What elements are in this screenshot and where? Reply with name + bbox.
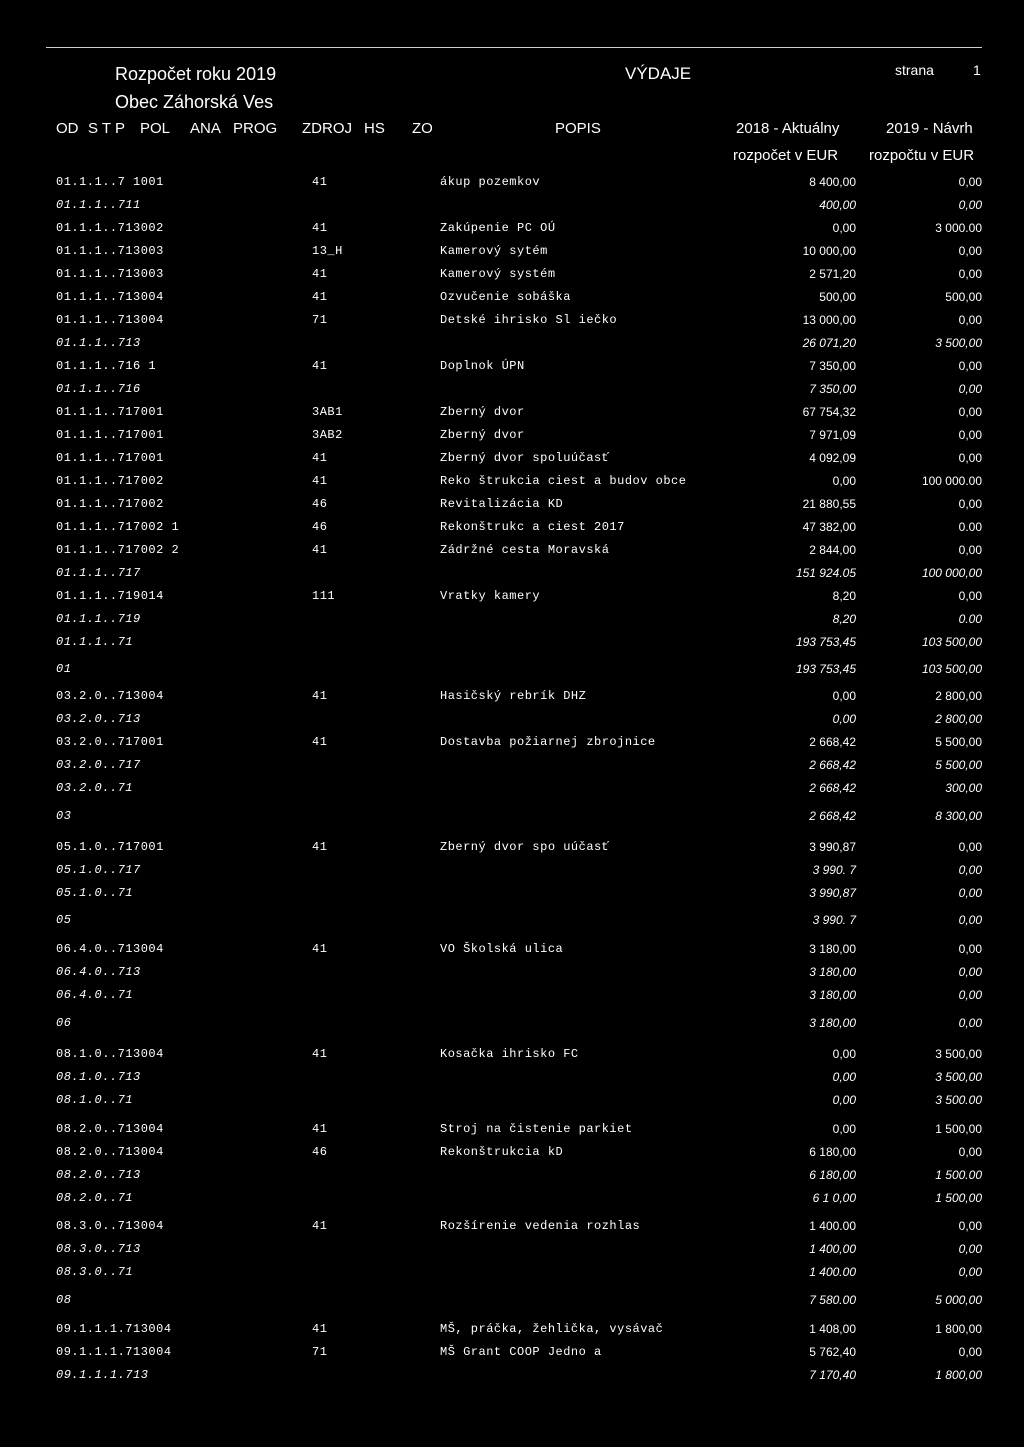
row-code: 01.1.1..719 bbox=[56, 612, 141, 626]
row-amount-2019: 5 500,00 bbox=[935, 735, 982, 749]
row-code: 01.1.1..717001 bbox=[56, 428, 164, 442]
row-amount-2018: 2 668,42 bbox=[809, 809, 856, 823]
row-amount-2019: 0,00 bbox=[958, 863, 982, 877]
row-code: 03.2.0..713 bbox=[56, 712, 141, 726]
row-code: 08.3.0..713004 bbox=[56, 1219, 164, 1233]
row-code: 01.1.1..713004 bbox=[56, 290, 164, 304]
row-amount-2018: 0,00 bbox=[832, 221, 856, 235]
row-description: Reko štrukcia ciest a budov obce bbox=[440, 474, 687, 488]
table-row bbox=[0, 405, 1024, 425]
row-amount-2018: 0,00 bbox=[832, 1047, 856, 1061]
table-row bbox=[0, 175, 1024, 195]
row-amount-2018: 3 990,87 bbox=[809, 886, 856, 900]
table-row bbox=[0, 635, 1024, 655]
row-code: 03.2.0..71 bbox=[56, 781, 134, 795]
table-row bbox=[0, 913, 1024, 933]
table-row bbox=[0, 543, 1024, 563]
top-rule bbox=[46, 47, 982, 48]
row-amount-2018: 0,00 bbox=[832, 689, 856, 703]
row-amount-2019: 0,00 bbox=[958, 451, 982, 465]
row-description: Ozvučenie sobáška bbox=[440, 290, 571, 304]
row-amount-2019: 3 500,00 bbox=[935, 336, 982, 350]
row-amount-2019: 0,00 bbox=[958, 1145, 982, 1159]
row-amount-2019: 1 500.00 bbox=[935, 1168, 982, 1182]
row-amount-2019: 0,00 bbox=[958, 359, 982, 373]
row-amount-2019: 103 500,00 bbox=[921, 635, 982, 649]
row-code: 01.1.1..717002 bbox=[56, 474, 164, 488]
row-amount-2019: 0,00 bbox=[958, 405, 982, 419]
table-row bbox=[0, 1070, 1024, 1090]
row-code: 05 bbox=[56, 913, 72, 927]
row-amount-2019: 103 500,00 bbox=[921, 662, 982, 676]
row-code: 09.1.1.1.713004 bbox=[56, 1345, 172, 1359]
row-code: 06 bbox=[56, 1016, 72, 1030]
row-code: 06.4.0..713004 bbox=[56, 942, 164, 956]
row-source: 3AB2 bbox=[312, 428, 343, 442]
table-row bbox=[0, 313, 1024, 333]
row-code: 01.1.1..713 bbox=[56, 336, 141, 350]
row-description: Kamerový sytém bbox=[440, 244, 548, 258]
table-row bbox=[0, 1122, 1024, 1142]
row-source: 46 bbox=[312, 1145, 328, 1159]
row-source: 111 bbox=[312, 589, 336, 603]
page-title: Rozpočet roku 2019 bbox=[115, 64, 277, 84]
row-amount-2018: 6 1 0,00 bbox=[812, 1191, 856, 1205]
table-row bbox=[0, 566, 1024, 586]
row-source: 41 bbox=[312, 359, 328, 373]
row-amount-2018: 0,00 bbox=[832, 1093, 856, 1107]
row-amount-2018: 7 350,00 bbox=[809, 359, 856, 373]
table-row bbox=[0, 1016, 1024, 1036]
row-amount-2019: 0,00 bbox=[958, 589, 982, 603]
row-amount-2019: 0,00 bbox=[958, 1265, 982, 1279]
row-amount-2018: 400,00 bbox=[819, 198, 856, 212]
col-zdroj: ZDROJ bbox=[302, 120, 352, 137]
row-source: 71 bbox=[312, 313, 328, 327]
row-code: 01.1.1..711 bbox=[56, 198, 141, 212]
row-amount-2018: 0,00 bbox=[832, 1122, 856, 1136]
row-amount-2019: 0,00 bbox=[958, 1016, 982, 1030]
table-row bbox=[0, 198, 1024, 218]
table-row bbox=[0, 1168, 1024, 1188]
table-row bbox=[0, 781, 1024, 801]
row-amount-2018: 0,00 bbox=[832, 474, 856, 488]
table-row bbox=[0, 612, 1024, 632]
col-hs: HS bbox=[364, 120, 385, 137]
row-description: VO Školská ulica bbox=[440, 942, 564, 956]
row-source: 41 bbox=[312, 267, 328, 281]
table-row bbox=[0, 1093, 1024, 1113]
col-2019-subtitle: rozpočtu v EUR bbox=[869, 147, 975, 164]
row-amount-2018: 2 668,42 bbox=[809, 758, 856, 772]
table-row bbox=[0, 662, 1024, 682]
col-prog: PROG bbox=[233, 120, 278, 137]
row-code: 01.1.1..7 1001 bbox=[56, 175, 164, 189]
row-code: 08.1.0..71 bbox=[56, 1093, 134, 1107]
table-row bbox=[0, 809, 1024, 829]
row-amount-2018: 8 400,00 bbox=[809, 175, 856, 189]
row-amount-2019: 2 800,00 bbox=[935, 689, 982, 703]
col-2018-subtitle: rozpočet v EUR bbox=[733, 147, 839, 164]
table-row bbox=[0, 840, 1024, 860]
row-source: 41 bbox=[312, 1122, 328, 1136]
table-row bbox=[0, 1242, 1024, 1262]
row-description: MŠ Grant COOP Jedno a bbox=[440, 1345, 602, 1359]
row-code: 03.2.0..713004 bbox=[56, 689, 164, 703]
row-amount-2019: 1 800,00 bbox=[935, 1322, 982, 1336]
row-source: 41 bbox=[312, 1322, 328, 1336]
row-amount-2018: 3 180,00 bbox=[809, 1016, 856, 1030]
table-row bbox=[0, 221, 1024, 241]
row-amount-2019: 2 800,00 bbox=[935, 712, 982, 726]
row-code: 08.2.0..71 bbox=[56, 1191, 134, 1205]
table-row bbox=[0, 520, 1024, 540]
table-row bbox=[0, 1191, 1024, 1211]
row-amount-2018: 193 753,45 bbox=[795, 635, 856, 649]
row-amount-2018: 8,20 bbox=[832, 589, 856, 603]
row-amount-2019: 0,00 bbox=[958, 497, 982, 511]
row-amount-2019: 0,00 bbox=[958, 267, 982, 281]
row-code: 01.1.1..717002 bbox=[56, 497, 164, 511]
row-source: 71 bbox=[312, 1345, 328, 1359]
row-description: Zberný dvor spoluúčasť bbox=[440, 451, 610, 465]
page-number: 1 bbox=[973, 62, 981, 78]
table-row bbox=[0, 735, 1024, 755]
row-description: Zberný dvor spo uúčasť bbox=[440, 840, 610, 854]
row-amount-2019: 0,00 bbox=[958, 543, 982, 557]
row-amount-2019: 5 000,00 bbox=[935, 1293, 982, 1307]
row-amount-2018: 1 400,00 bbox=[809, 1242, 856, 1256]
row-amount-2019: 0,00 bbox=[958, 840, 982, 854]
row-code: 08.2.0..713004 bbox=[56, 1122, 164, 1136]
table-row bbox=[0, 451, 1024, 471]
row-code: 01.1.1..713003 bbox=[56, 267, 164, 281]
table-row bbox=[0, 1293, 1024, 1313]
row-amount-2019: 8 300,00 bbox=[935, 809, 982, 823]
row-amount-2018: 3 990,87 bbox=[809, 840, 856, 854]
row-description: Rozšírenie vedenia rozhlas bbox=[440, 1219, 641, 1233]
row-description: Detské ihrisko Sl iečko bbox=[440, 313, 618, 327]
row-source: 41 bbox=[312, 175, 328, 189]
row-code: 01.1.1..71 bbox=[56, 635, 134, 649]
table-row bbox=[0, 428, 1024, 448]
row-amount-2019: 0,00 bbox=[958, 965, 982, 979]
row-description: Kosačka ihrisko FC bbox=[440, 1047, 579, 1061]
row-amount-2018: 193 753,45 bbox=[795, 662, 856, 676]
table-row bbox=[0, 290, 1024, 310]
row-amount-2018: 8,20 bbox=[832, 612, 856, 626]
row-amount-2019: 100 000.00 bbox=[921, 474, 982, 488]
row-description: MŠ, práčka, žehlička, vysávač bbox=[440, 1322, 664, 1336]
row-amount-2019: 1 800,00 bbox=[935, 1368, 982, 1382]
row-code: 09.1.1.1.713004 bbox=[56, 1322, 172, 1336]
row-description: Zberný dvor bbox=[440, 405, 525, 419]
row-amount-2018: 67 754,32 bbox=[802, 405, 856, 419]
row-amount-2018: 2 668,42 bbox=[809, 781, 856, 795]
col-ana: ANA bbox=[190, 120, 221, 137]
row-source: 41 bbox=[312, 451, 328, 465]
row-code: 08.3.0..71 bbox=[56, 1265, 134, 1279]
row-amount-2019: 0,00 bbox=[958, 382, 982, 396]
col-2018-title: 2018 - Aktuálny bbox=[736, 120, 840, 137]
row-amount-2019: 3 000.00 bbox=[935, 221, 982, 235]
table-row bbox=[0, 988, 1024, 1008]
row-source: 41 bbox=[312, 221, 328, 235]
row-amount-2018: 6 180,00 bbox=[809, 1168, 856, 1182]
table-row bbox=[0, 886, 1024, 906]
row-amount-2018: 1 408,00 bbox=[809, 1322, 856, 1336]
row-amount-2019: 0,00 bbox=[958, 428, 982, 442]
row-code: 06.4.0..71 bbox=[56, 988, 134, 1002]
row-source: 41 bbox=[312, 1219, 328, 1233]
row-amount-2018: 21 880,55 bbox=[802, 497, 856, 511]
row-amount-2019: 0.00 bbox=[958, 520, 982, 534]
table-row bbox=[0, 689, 1024, 709]
row-description: Dostavba požiarnej zbrojnice bbox=[440, 735, 656, 749]
row-amount-2018: 3 990. 7 bbox=[812, 863, 856, 877]
row-amount-2019: 1 500,00 bbox=[935, 1191, 982, 1205]
table-row bbox=[0, 942, 1024, 962]
row-amount-2018: 7 170,40 bbox=[809, 1368, 856, 1382]
row-amount-2018: 0,00 bbox=[832, 712, 856, 726]
row-amount-2018: 3 990. 7 bbox=[812, 913, 856, 927]
col-popis: POPIS bbox=[555, 120, 601, 137]
row-amount-2019: 0.00 bbox=[958, 612, 982, 626]
row-amount-2019: 300,00 bbox=[945, 781, 982, 795]
table-row bbox=[0, 758, 1024, 778]
row-description: Zakúpenie PC OÚ bbox=[440, 221, 556, 235]
row-amount-2019: 0,00 bbox=[958, 942, 982, 956]
row-source: 3AB1 bbox=[312, 405, 343, 419]
row-amount-2019: 0,00 bbox=[958, 988, 982, 1002]
row-amount-2018: 5 762,40 bbox=[809, 1345, 856, 1359]
table-row bbox=[0, 1047, 1024, 1067]
row-amount-2019: 0,00 bbox=[958, 1242, 982, 1256]
row-amount-2018: 0,00 bbox=[832, 1070, 856, 1084]
row-code: 08.2.0..713 bbox=[56, 1168, 141, 1182]
row-amount-2018: 2 571,20 bbox=[809, 267, 856, 281]
table-row bbox=[0, 1145, 1024, 1165]
table-row bbox=[0, 1322, 1024, 1342]
row-code: 01.1.1..716 1 bbox=[56, 359, 157, 373]
row-source: 41 bbox=[312, 1047, 328, 1061]
row-code: 01.1.1..717002 2 bbox=[56, 543, 180, 557]
table-row bbox=[0, 1265, 1024, 1285]
col-od: OD bbox=[56, 120, 79, 137]
section-title: VÝDAJE bbox=[625, 64, 692, 83]
row-description: Rekonštrukc a ciest 2017 bbox=[440, 520, 625, 534]
row-amount-2019: 0,00 bbox=[958, 913, 982, 927]
col-pol: POL bbox=[140, 120, 171, 137]
table-row bbox=[0, 497, 1024, 517]
row-description: Zádržné cesta Moravská bbox=[440, 543, 610, 557]
row-amount-2018: 13 000,00 bbox=[802, 313, 856, 327]
row-code: 01.1.1..719014 bbox=[56, 589, 164, 603]
row-code: 08.3.0..713 bbox=[56, 1242, 141, 1256]
table-row bbox=[0, 589, 1024, 609]
row-amount-2019: 3 500,00 bbox=[935, 1070, 982, 1084]
table-row bbox=[0, 712, 1024, 732]
row-description: Rekonštrukcia kD bbox=[440, 1145, 564, 1159]
row-source: 41 bbox=[312, 474, 328, 488]
table-row bbox=[0, 1219, 1024, 1239]
row-code: 05.1.0..717 bbox=[56, 863, 141, 877]
row-amount-2018: 7 350,00 bbox=[809, 382, 856, 396]
row-amount-2018: 7 580.00 bbox=[809, 1293, 856, 1307]
row-amount-2019: 1 500,00 bbox=[935, 1122, 982, 1136]
page-label: strana bbox=[895, 62, 934, 78]
row-amount-2019: 3 500.00 bbox=[935, 1093, 982, 1107]
row-amount-2019: 0,00 bbox=[958, 244, 982, 258]
row-amount-2019: 0,00 bbox=[958, 886, 982, 900]
row-amount-2018: 7 971,09 bbox=[809, 428, 856, 442]
municipality-name: Obec Záhorská Ves bbox=[115, 92, 274, 112]
table-row bbox=[0, 1345, 1024, 1365]
row-amount-2018: 2 844,00 bbox=[809, 543, 856, 557]
row-amount-2019: 0,00 bbox=[958, 1219, 982, 1233]
row-description: Vratky kamery bbox=[440, 589, 541, 603]
row-amount-2018: 3 180,00 bbox=[809, 988, 856, 1002]
row-amount-2018: 1 400.00 bbox=[809, 1219, 856, 1233]
row-amount-2018: 10 000,00 bbox=[802, 244, 856, 258]
row-description: Kamerový systém bbox=[440, 267, 556, 281]
row-code: 01.1.1..713003 bbox=[56, 244, 164, 258]
row-code: 03 bbox=[56, 809, 72, 823]
row-description: ákup pozemkov bbox=[440, 175, 541, 189]
row-code: 01.1.1..716 bbox=[56, 382, 141, 396]
table-row bbox=[0, 244, 1024, 264]
row-source: 46 bbox=[312, 497, 328, 511]
table-row bbox=[0, 267, 1024, 287]
row-amount-2018: 1 400.00 bbox=[809, 1265, 856, 1279]
row-amount-2019: 3 500,00 bbox=[935, 1047, 982, 1061]
row-amount-2018: 151 924.05 bbox=[795, 566, 856, 580]
row-amount-2018: 26 071,20 bbox=[802, 336, 856, 350]
row-source: 46 bbox=[312, 520, 328, 534]
row-amount-2018: 47 382,00 bbox=[802, 520, 856, 534]
row-source: 41 bbox=[312, 689, 328, 703]
table-row bbox=[0, 359, 1024, 379]
table-row bbox=[0, 965, 1024, 985]
row-code: 05.1.0..717001 bbox=[56, 840, 164, 854]
row-amount-2018: 6 180,00 bbox=[809, 1145, 856, 1159]
row-description: Zberný dvor bbox=[440, 428, 525, 442]
row-amount-2018: 3 180,00 bbox=[809, 942, 856, 956]
row-amount-2019: 0,00 bbox=[958, 175, 982, 189]
row-source: 13_H bbox=[312, 244, 343, 258]
row-code: 08 bbox=[56, 1293, 72, 1307]
row-amount-2018: 4 092,09 bbox=[809, 451, 856, 465]
row-code: 03.2.0..717001 bbox=[56, 735, 164, 749]
col-zo: ZO bbox=[412, 120, 433, 137]
row-amount-2019: 500,00 bbox=[945, 290, 982, 304]
row-code: 05.1.0..71 bbox=[56, 886, 134, 900]
row-amount-2019: 100 000,00 bbox=[921, 566, 982, 580]
row-amount-2018: 500,00 bbox=[819, 290, 856, 304]
table-row bbox=[0, 863, 1024, 883]
row-code: 06.4.0..713 bbox=[56, 965, 141, 979]
row-code: 01.1.1..713002 bbox=[56, 221, 164, 235]
row-source: 41 bbox=[312, 735, 328, 749]
row-source: 41 bbox=[312, 840, 328, 854]
table-row bbox=[0, 1368, 1024, 1388]
row-code: 08.1.0..713004 bbox=[56, 1047, 164, 1061]
row-amount-2019: 0,00 bbox=[958, 313, 982, 327]
row-code: 01.1.1..717002 1 bbox=[56, 520, 180, 534]
col-2019-title: 2019 - Návrh bbox=[886, 120, 973, 137]
row-description: Doplnok ÚPN bbox=[440, 359, 525, 373]
row-code: 01 bbox=[56, 662, 72, 676]
row-description: Hasičský rebrík DHZ bbox=[440, 689, 587, 703]
table-row bbox=[0, 336, 1024, 356]
row-code: 09.1.1.1.713 bbox=[56, 1368, 149, 1382]
row-source: 41 bbox=[312, 543, 328, 557]
row-code: 01.1.1..717001 bbox=[56, 451, 164, 465]
row-code: 01.1.1..713004 bbox=[56, 313, 164, 327]
col-stp: S T P bbox=[88, 120, 125, 137]
table-row bbox=[0, 382, 1024, 402]
row-amount-2019: 0,00 bbox=[958, 1345, 982, 1359]
row-amount-2018: 3 180,00 bbox=[809, 965, 856, 979]
row-description: Revitalizácia KD bbox=[440, 497, 564, 511]
row-code: 01.1.1..717 bbox=[56, 566, 141, 580]
row-code: 01.1.1..717001 bbox=[56, 405, 164, 419]
row-code: 03.2.0..717 bbox=[56, 758, 141, 772]
table-row bbox=[0, 474, 1024, 494]
row-amount-2018: 2 668,42 bbox=[809, 735, 856, 749]
row-amount-2019: 5 500,00 bbox=[935, 758, 982, 772]
row-code: 08.1.0..713 bbox=[56, 1070, 141, 1084]
row-source: 41 bbox=[312, 942, 328, 956]
row-description: Stroj na čistenie parkiet bbox=[440, 1122, 633, 1136]
row-source: 41 bbox=[312, 290, 328, 304]
row-amount-2019: 0,00 bbox=[958, 198, 982, 212]
row-code: 08.2.0..713004 bbox=[56, 1145, 164, 1159]
